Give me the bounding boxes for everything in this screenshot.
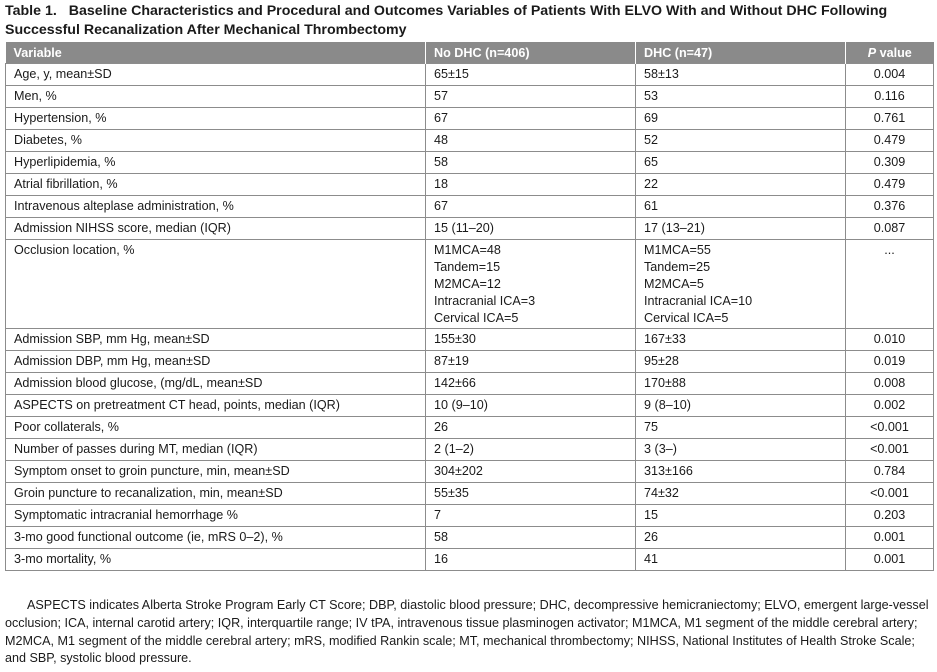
- cell-p-value: 0.116: [846, 86, 934, 108]
- table-row: [6, 218, 934, 240]
- cell-variable: Number of passes during MT, median (IQR): [6, 439, 426, 461]
- table-row: [6, 439, 934, 461]
- cell-no-dhc: 155±30: [426, 329, 636, 351]
- cell-dhc: 9 (8–10): [636, 395, 846, 417]
- header-variable: Variable: [6, 42, 426, 64]
- cell-dhc: 69: [636, 108, 846, 130]
- cell-p-value: 0.761: [846, 108, 934, 130]
- cell-no-dhc: 57: [426, 86, 636, 108]
- header-p-italic: P: [867, 45, 877, 60]
- occlusion-item: Intracranial ICA=3: [434, 294, 536, 308]
- occlusion-item: M2MCA=5: [644, 277, 704, 291]
- cell-variable: Atrial fibrillation, %: [6, 174, 426, 196]
- cell-no-dhc: 2 (1–2): [426, 439, 636, 461]
- table-header-row: [6, 42, 934, 64]
- cell-p-value: <0.001: [846, 417, 934, 439]
- cell-dhc: 167±33: [636, 329, 846, 351]
- cell-variable: Symptom onset to groin puncture, min, mean±SD: [6, 461, 426, 483]
- header-p-rest: value: [876, 45, 912, 60]
- cell-variable: Men, %: [6, 86, 426, 108]
- header-p-value: [846, 42, 934, 64]
- cell-no-dhc: 26: [426, 417, 636, 439]
- cell-p-value: 0.479: [846, 130, 934, 152]
- cell-no-dhc: 87±19: [426, 351, 636, 373]
- occlusion-item: Intracranial ICA=10: [644, 294, 753, 308]
- table-title: [5, 2, 933, 40]
- cell-no-dhc: 55±35: [426, 483, 636, 505]
- cell-dhc: 53: [636, 86, 846, 108]
- table-row: [6, 549, 934, 571]
- cell-p-value: 0.087: [846, 218, 934, 240]
- cell-dhc: 17 (13–21): [636, 218, 846, 240]
- cell-variable: Admission blood glucose, (mg/dL, mean±SD: [6, 373, 426, 395]
- cell-dhc: 74±32: [636, 483, 846, 505]
- table-row: [6, 461, 934, 483]
- occlusion-item: Cervical ICA=5: [434, 311, 519, 325]
- table-row: [6, 152, 934, 174]
- cell-dhc: 52: [636, 130, 846, 152]
- table-row: [6, 108, 934, 130]
- occlusion-item: M2MCA=12: [434, 277, 501, 291]
- cell-no-dhc: 67: [426, 108, 636, 130]
- cell-p-value: <0.001: [846, 439, 934, 461]
- cell-p-value: 0.008: [846, 373, 934, 395]
- cell-dhc: 313±166: [636, 461, 846, 483]
- table-footnote: ASPECTS indicates Alberta Stroke Program Early CT Score; DBP, diastolic blood pressure; DHC, decompressive hemicraniectomy; ELVO, emergent large-vessel occlusion; ICA, internal carotid artery; IQR, interquartile range; IV tPA, intravenous tissue plasminogen activator; M1MCA, M1 segment of the middle cerebral artery; M2MCA, M1 segment of the middle cerebral artery; mRS, modified Rankin scale; MT, mechanical thrombectomy; NIHSS, National Institutes of Health Stroke Scale; and SBP, systolic blood pressure.: [5, 598, 929, 666]
- table-row: [6, 174, 934, 196]
- cell-dhc: 65: [636, 152, 846, 174]
- table-row: [6, 351, 934, 373]
- cell-dhc: 3 (3–): [636, 439, 846, 461]
- cell-no-dhc: 58: [426, 527, 636, 549]
- cell-p-value: 0.479: [846, 174, 934, 196]
- cell-p-value: 0.309: [846, 152, 934, 174]
- cell-p-value: <0.001: [846, 483, 934, 505]
- cell-dhc: 26: [636, 527, 846, 549]
- table-row: [6, 86, 934, 108]
- occlusion-item: Tandem=15: [434, 260, 501, 274]
- cell-dhc: 22: [636, 174, 846, 196]
- cell-p-value: 0.784: [846, 461, 934, 483]
- cell-no-dhc: 58: [426, 152, 636, 174]
- cell-no-dhc: 67: [426, 196, 636, 218]
- cell-variable: ASPECTS on pretreatment CT head, points, median (IQR): [6, 395, 426, 417]
- cell-variable: Intravenous alteplase administration, %: [6, 196, 426, 218]
- table-number: Table 1.: [5, 3, 57, 19]
- cell-variable: Hyperlipidemia, %: [6, 152, 426, 174]
- cell-dhc: 75: [636, 417, 846, 439]
- cell-variable: Diabetes, %: [6, 130, 426, 152]
- cell-no-dhc: 10 (9–10): [426, 395, 636, 417]
- table-row: [6, 417, 934, 439]
- cell-variable: Symptomatic intracranial hemorrhage %: [6, 505, 426, 527]
- cell-no-dhc: 7: [426, 505, 636, 527]
- cell-no-dhc: 65±15: [426, 64, 636, 86]
- cell-no-dhc: 304±202: [426, 461, 636, 483]
- table-row: [6, 373, 934, 395]
- table-row: [6, 130, 934, 152]
- occlusion-item: M1MCA=48: [434, 243, 501, 257]
- cell-no-dhc: 48: [426, 130, 636, 152]
- table-row-occlusion: [6, 240, 934, 329]
- occlusion-item: Tandem=25: [644, 260, 711, 274]
- baseline-characteristics-table: [5, 42, 934, 571]
- cell-p-value: 0.002: [846, 395, 934, 417]
- cell-p-value: 0.203: [846, 505, 934, 527]
- cell-no-dhc: 18: [426, 174, 636, 196]
- cell-no-dhc: 16: [426, 549, 636, 571]
- cell-p-value: 0.001: [846, 527, 934, 549]
- cell-variable: Admission NIHSS score, median (IQR): [6, 218, 426, 240]
- cell-p-value: 0.001: [846, 549, 934, 571]
- table-row: [6, 196, 934, 218]
- cell-variable: Poor collaterals, %: [6, 417, 426, 439]
- cell-no-dhc: 15 (11–20): [426, 218, 636, 240]
- cell-variable: Admission SBP, mm Hg, mean±SD: [6, 329, 426, 351]
- cell-variable: Admission DBP, mm Hg, mean±SD: [6, 351, 426, 373]
- table-caption: Baseline Characteristics and Procedural and Outcomes Variables of Patients With ELVO With and Without DHC Following Successful Recanalization After Mechanical Thrombectomy: [5, 3, 888, 38]
- cell-p-value: ...: [846, 240, 934, 329]
- cell-p-value: 0.004: [846, 64, 934, 86]
- cell-no-dhc-occlusion: [426, 240, 636, 329]
- cell-p-value: 0.376: [846, 196, 934, 218]
- table-row: [6, 64, 934, 86]
- cell-dhc-occlusion: [636, 240, 846, 329]
- cell-dhc: 15: [636, 505, 846, 527]
- cell-dhc: 58±13: [636, 64, 846, 86]
- cell-variable: 3-mo good functional outcome (ie, mRS 0–2), %: [6, 527, 426, 549]
- cell-dhc: 41: [636, 549, 846, 571]
- table-row: [6, 505, 934, 527]
- cell-dhc: 170±88: [636, 373, 846, 395]
- occlusion-item: M1MCA=55: [644, 243, 711, 257]
- cell-dhc: 95±28: [636, 351, 846, 373]
- header-no-dhc: No DHC (n=406): [426, 42, 636, 64]
- header-dhc: DHC (n=47): [636, 42, 846, 64]
- cell-p-value: 0.019: [846, 351, 934, 373]
- cell-no-dhc: 142±66: [426, 373, 636, 395]
- table-row: [6, 527, 934, 549]
- cell-variable: Groin puncture to recanalization, min, mean±SD: [6, 483, 426, 505]
- cell-variable: 3-mo mortality, %: [6, 549, 426, 571]
- table-row: [6, 329, 934, 351]
- cell-variable: Occlusion location, %: [6, 240, 426, 329]
- occlusion-item: Cervical ICA=5: [644, 311, 729, 325]
- cell-variable: Age, y, mean±SD: [6, 64, 426, 86]
- cell-dhc: 61: [636, 196, 846, 218]
- table-row: [6, 395, 934, 417]
- table-row: [6, 483, 934, 505]
- cell-variable: Hypertension, %: [6, 108, 426, 130]
- cell-p-value: 0.010: [846, 329, 934, 351]
